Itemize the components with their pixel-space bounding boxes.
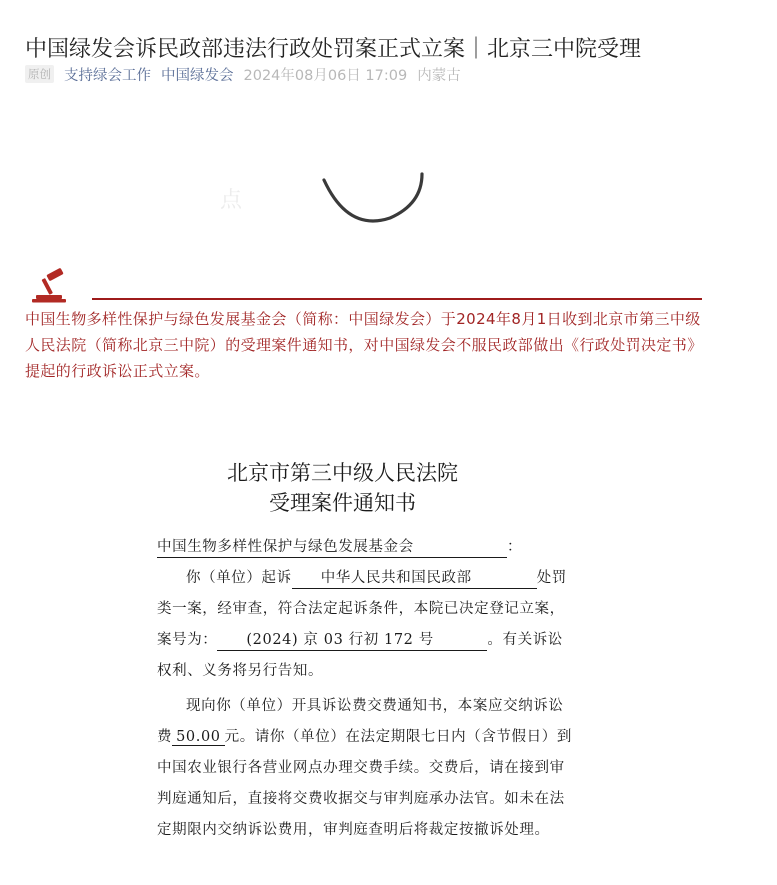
p1-text-c: 。有关诉讼权利、义务将另行告知。 — [157, 632, 563, 679]
notice-paragraph-2 — [157, 691, 577, 846]
fee-amount: 50.00 — [172, 729, 225, 746]
recipient-name: 中国生物多样性保护与绿色发展基金会 — [157, 537, 507, 558]
section-divider — [92, 298, 702, 300]
p1-text-a: 你（单位）起诉 — [186, 570, 292, 586]
p2-text-a: 现向你（单位）开具诉讼费交费通知书，本案应交纳诉讼费 — [157, 698, 564, 745]
notice-paragraph-1 — [157, 563, 577, 687]
p1-text-b: 处罚类一案，经审查，符合法定起诉条件，本院已决定登记立案，案号为： — [157, 570, 567, 648]
recipient-colon: ： — [507, 539, 523, 555]
p2-text-b: 元。请你（单位）在法定期限七日内（含节假日）到中国农业银行各营业网点办理交费手续。交费后，请在接到审判庭通知后，直接将交费收据交与审判庭承办法官。如未在法定期限内交纳诉讼费用，审判庭查明后将裁定按撤诉处理。 — [157, 729, 572, 838]
article-meta — [25, 63, 471, 85]
court-name: 北京市第三中级人民法院 — [227, 461, 458, 485]
notice-body — [157, 532, 577, 846]
gavel-icon — [32, 268, 72, 304]
original-badge: 原创 — [25, 65, 54, 83]
case-number: (2024) 京 03 行初 172 号 — [217, 630, 487, 651]
author-link[interactable]: 支持绿会工作 — [64, 67, 151, 84]
publish-datetime: 2024年08月06日 17:09 — [243, 67, 408, 84]
loading-placeholder-glyph: 点 — [220, 188, 243, 213]
loading-spinner-icon — [318, 146, 428, 226]
notice-header — [0, 458, 685, 518]
notice-title: 受理案件通知书 — [269, 491, 416, 515]
article-title: 中国绿发会诉民政部违法行政处罚案正式立案｜北京三中院受理 — [25, 36, 642, 62]
account-name-link[interactable]: 中国绿发会 — [161, 67, 234, 84]
publish-location: 内蒙古 — [417, 67, 461, 84]
intro-paragraph: 中国生物多样性保护与绿色发展基金会（简称：中国绿发会）于2024年8月1日收到北京市第三中级人民法院（简称北京三中院）的受理案件通知书，对中国绿发会不服民政部做出《行政处罚决定书》提起的行政诉讼正式立案。 — [25, 310, 703, 380]
defendant-name: 中华人民共和国民政部 — [292, 568, 537, 589]
notice-recipient-line — [157, 532, 577, 563]
